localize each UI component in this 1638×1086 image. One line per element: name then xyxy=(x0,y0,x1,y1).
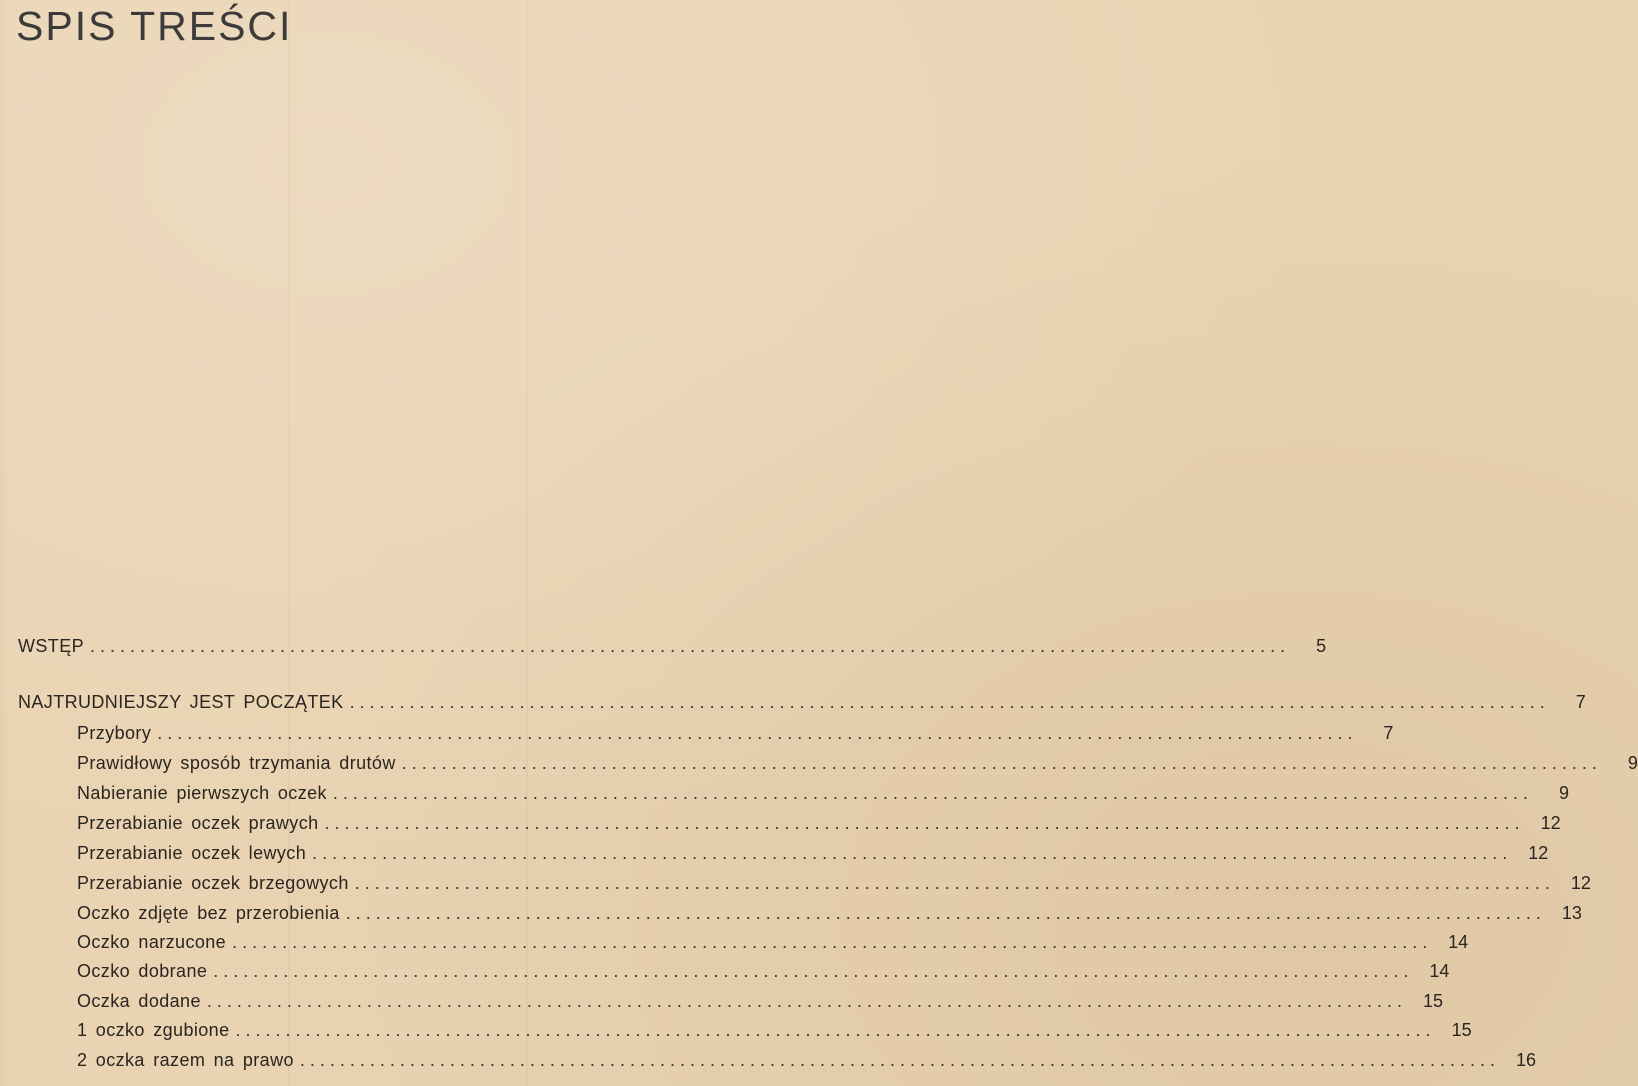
toc-page-number: 5 xyxy=(1316,636,1327,656)
toc-page-number: 9 xyxy=(1627,753,1638,773)
toc-page-number: 16 xyxy=(1516,1050,1537,1070)
toc-page-number: 13 xyxy=(1561,903,1582,923)
toc-page-number: 14 xyxy=(1429,961,1450,981)
dot-leader: ........................................................................................................................ xyxy=(312,843,1513,863)
dot-leader: ........................................................................................................................ xyxy=(157,723,1358,743)
toc-entry-label: Oczko dobrane xyxy=(77,961,208,981)
dot-leader: ........................................................................................................................ xyxy=(90,636,1291,656)
toc-entry-chapter xyxy=(18,691,1586,713)
dot-leader: ........................................................................................................................ xyxy=(324,813,1525,833)
toc-entry xyxy=(77,1019,1472,1041)
page-title: SPIS TREŚCI xyxy=(16,3,293,49)
toc-entry-label: Przerabianie oczek brzegowych xyxy=(77,873,349,893)
toc-page-number: 12 xyxy=(1540,813,1561,833)
dot-leader: ........................................................................................................................ xyxy=(235,1020,1436,1040)
toc-entry xyxy=(77,931,1469,953)
toc-entry-label: Przybory xyxy=(77,723,152,743)
toc-entry-label: Przerabianie oczek prawych xyxy=(77,813,319,833)
dot-leader: ........................................................................................................................ xyxy=(345,903,1546,923)
dot-leader: ........................................................................................................................ xyxy=(213,961,1414,981)
toc-entry-label: Nabieranie pierwszych oczek xyxy=(77,783,327,803)
toc-page-number: 7 xyxy=(1575,692,1586,712)
toc-entry-label: Oczko narzucone xyxy=(77,932,227,952)
toc-entry-label: Prawidłowy sposób trzymania drutów xyxy=(77,753,396,773)
toc-entry xyxy=(77,1049,1537,1071)
toc-page-number: 15 xyxy=(1451,1020,1472,1040)
toc-entry-label: Oczka dodane xyxy=(77,991,201,1011)
toc-page-number: 9 xyxy=(1559,783,1570,803)
dot-leader: ........................................................................................................................ xyxy=(349,692,1550,712)
toc-page-number: 7 xyxy=(1383,723,1394,743)
toc-entry xyxy=(77,722,1394,744)
toc-entry xyxy=(77,782,1570,804)
toc-entry-chapter xyxy=(18,635,1327,657)
dot-leader: ........................................................................................................................ xyxy=(354,873,1555,893)
toc-entry xyxy=(77,990,1444,1012)
toc-entry xyxy=(77,752,1638,774)
toc-entry-label: Przerabianie oczek lewych xyxy=(77,843,307,863)
toc-page-number: 12 xyxy=(1570,873,1591,893)
toc-page-number: 12 xyxy=(1528,843,1549,863)
toc-entry xyxy=(77,960,1450,982)
toc-entry xyxy=(77,902,1582,924)
toc-entry-label: 1 oczko zgubione xyxy=(77,1020,230,1040)
toc-entry-label: WSTĘP xyxy=(18,636,85,656)
toc-entry-label: NAJTRUDNIEJSZY JEST POCZĄTEK xyxy=(18,692,344,712)
toc-entry-label: 2 oczka razem na prawo xyxy=(77,1050,294,1070)
dot-leader: ........................................................................................................................ xyxy=(232,932,1433,952)
toc-entry xyxy=(77,842,1549,864)
toc-page-number: 15 xyxy=(1422,991,1444,1011)
dot-leader: ........................................................................................................................ xyxy=(332,783,1534,803)
toc-entry-label: Oczko zdjęte bez przerobienia xyxy=(77,903,340,923)
toc-entry xyxy=(77,872,1591,894)
dot-leader: ........................................................................................................................ xyxy=(401,753,1602,773)
toc-page-number: 14 xyxy=(1448,932,1469,952)
toc-entry xyxy=(77,812,1561,834)
dot-leader: ........................................................................................................................ xyxy=(206,991,1408,1011)
dot-leader: ........................................................................................................................ xyxy=(299,1050,1501,1070)
